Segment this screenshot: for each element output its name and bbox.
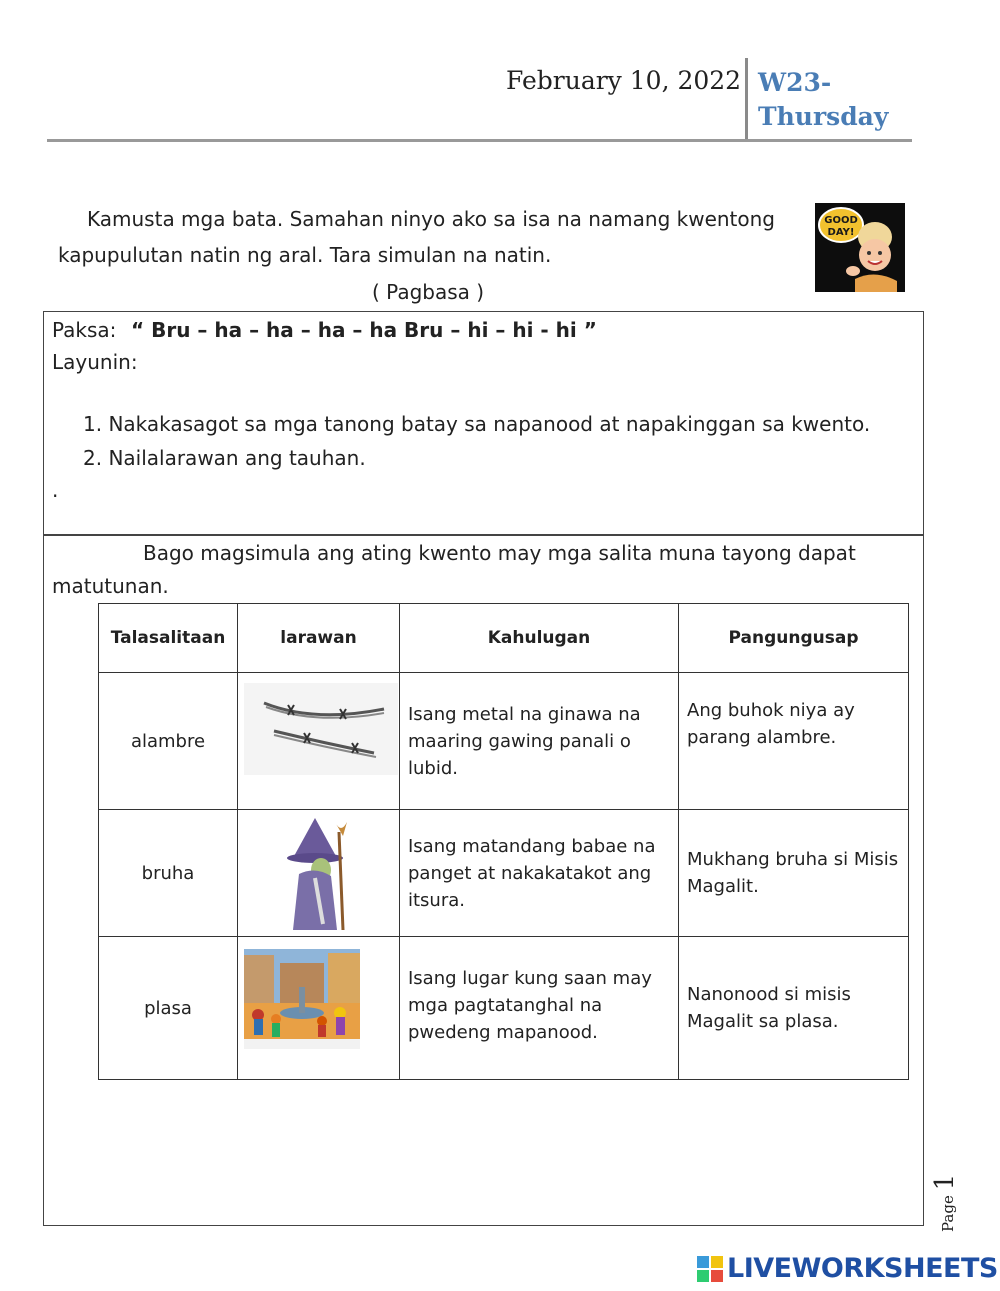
- picture-cell: [238, 810, 400, 937]
- objective-2: 2. Nailalarawan ang tauhan.: [83, 446, 366, 470]
- good-day-sticker: [815, 203, 905, 292]
- sentence-cell: Ang buhok niya ay parang alambre.: [679, 673, 909, 810]
- table-row: [99, 937, 909, 1080]
- table-row: [99, 673, 909, 810]
- header-divider: [745, 58, 748, 140]
- objective-1: 1. Nakakasagot sa mga tanong batay sa napanood at napakinggan sa kwento.: [83, 412, 871, 436]
- layunin-label: Layunin:: [52, 350, 138, 374]
- barbed-wire-icon: [244, 683, 398, 775]
- intro-line-1: Kamusta mga bata. Samahan ninyo ako sa isa na namang kwentong: [87, 207, 775, 231]
- header-kahulugan: Kahulugan: [400, 604, 679, 673]
- paksa-label: Paksa:: [52, 318, 117, 342]
- table-row: [99, 810, 909, 937]
- meaning-cell: Isang lugar kung saan may mga pagtatanghal na pwedeng mapanood.: [400, 937, 679, 1080]
- lesson-divider: [43, 534, 924, 536]
- intro-line-2: kapupulutan natin ng aral. Tara simulan na natin.: [58, 243, 552, 267]
- reading-label: ( Pagbasa ): [372, 280, 485, 304]
- date: February 10, 2022: [506, 66, 742, 95]
- table-header-row: [99, 604, 909, 673]
- word-cell: bruha: [99, 810, 238, 937]
- meaning-cell: Isang metal na ginawa na maaring gawing panali o lubid.: [400, 673, 679, 810]
- brand-logo: [697, 1253, 998, 1284]
- header-talasalitaan: Talasalitaan: [99, 604, 238, 673]
- stray-dot: .: [52, 478, 59, 502]
- sticker-text-1: GOOD: [824, 215, 858, 226]
- picture-cell: [238, 673, 400, 810]
- week-line-1: W23-: [758, 68, 832, 97]
- good-day-icon: [815, 203, 905, 292]
- header-pangungusap: Pangungusap: [679, 604, 909, 673]
- header-rule: [47, 139, 912, 142]
- paksa-title: “ Bru – ha – ha – ha – ha Bru – hi – hi - hi ”: [131, 318, 597, 342]
- page-number: [930, 1174, 960, 1232]
- vocab-intro-line-2: matutunan.: [52, 574, 169, 598]
- vocab-intro-line-1: Bago magsimula ang ating kwento may mga salita muna tayong dapat: [143, 541, 856, 565]
- sticker-text-2: DAY!: [827, 227, 855, 238]
- week-line-2: Thursday: [758, 102, 889, 131]
- word-cell: alambre: [99, 673, 238, 810]
- sentence-cell: Mukhang bruha si Misis Magalit.: [679, 810, 909, 937]
- header-larawan: larawan: [238, 604, 400, 673]
- sentence-cell: Nanonood si misis Magalit sa plasa.: [679, 937, 909, 1080]
- brand-name: LIVEWORKSHEETS: [727, 1253, 998, 1284]
- town-plaza-icon: [244, 949, 360, 1049]
- week-label: [758, 66, 888, 134]
- page-word: Page: [939, 1195, 957, 1232]
- meaning-cell: Isang matandang babae na panget at nakakatakot ang itsura.: [400, 810, 679, 937]
- vocabulary-table: [98, 603, 909, 1080]
- witch-icon: [285, 814, 355, 934]
- page-number-value: 1: [930, 1173, 960, 1191]
- word-cell: plasa: [99, 937, 238, 1080]
- liveworksheets-icon: [697, 1256, 723, 1282]
- picture-cell: [238, 937, 400, 1080]
